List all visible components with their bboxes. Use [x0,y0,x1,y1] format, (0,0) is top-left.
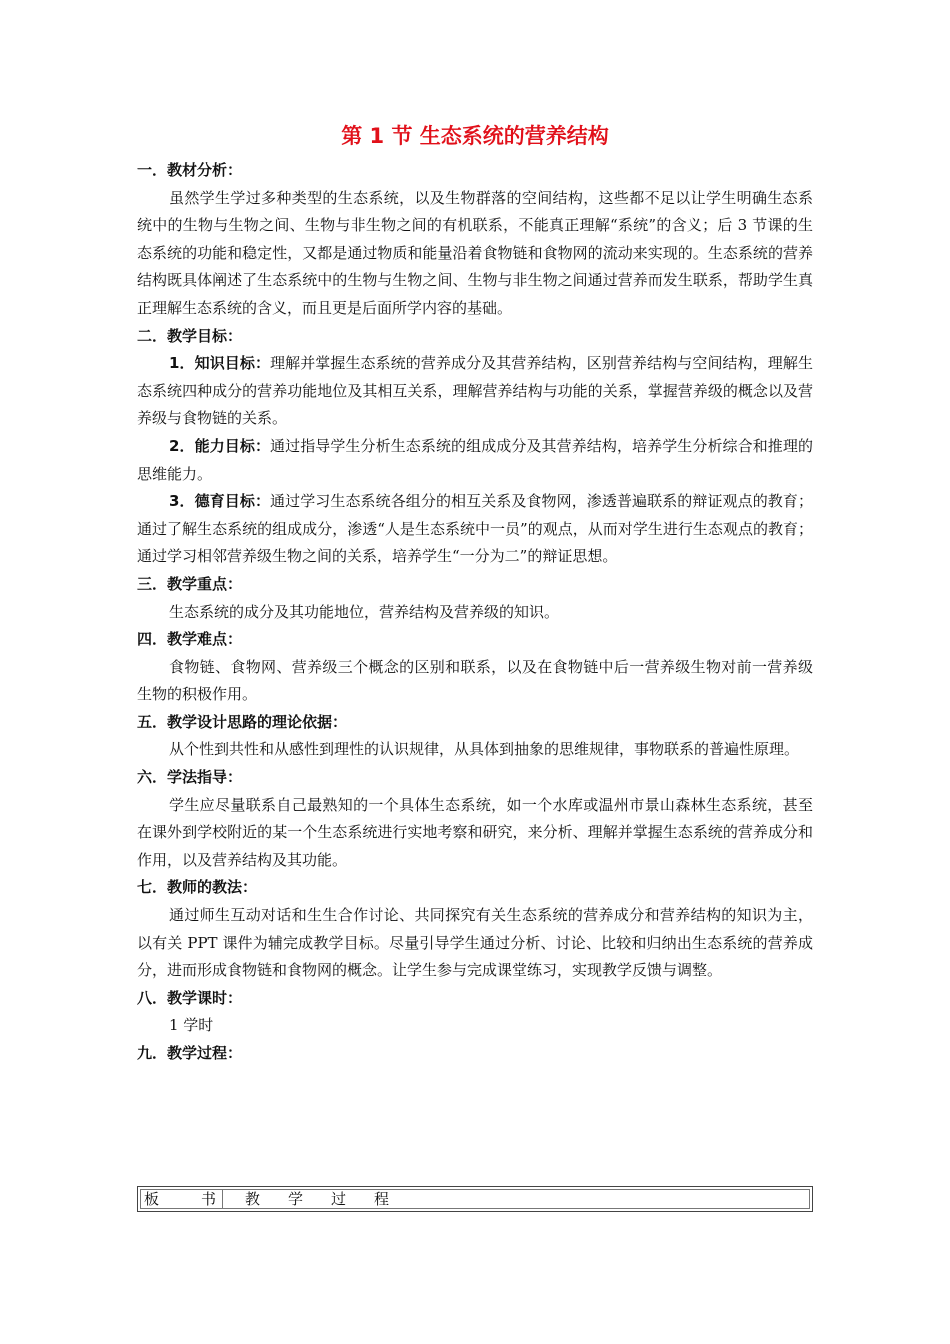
objective-text: 理解并掌握生态系统的营养成分及其营养结构，区别营养结构与空间结构，理解生态系统四种成分的营养功能地位及其相互关系，理解营养结构与功能的关系，掌握营养级的概念以及营养级与食物链的关系。 [137,354,813,428]
section-heading: 六．学法指导： [137,768,243,787]
document-title: 第 1 节 生态系统的营养结构 [341,124,609,148]
table-header-row [140,1189,810,1209]
header-char: 过 [331,1190,347,1208]
objective-text: 通过指导学生分析生态系统的组成成分及其营养结构，培养学生分析综合和推理的思维能力。 [137,436,813,483]
teaching-process-table [137,1186,813,1212]
section-paragraph: 1 学时 [169,1016,214,1035]
board-column-header [141,1190,223,1208]
objective-lead: 3．德育目标： [169,492,271,511]
objective-item [137,350,813,433]
document-body [137,157,813,1068]
section-paragraph: 生态系统的成分及其功能地位，营养结构及营养级的知识。 [169,602,560,621]
objective-item [137,488,813,571]
section-heading: 二．教学目标： [137,326,243,345]
objective-item [137,433,813,488]
objective-text: 通过学习生态系统各组分的相互关系及食物网，渗透普遍联系的辩证观点的教育；通过了解生态系统的组成成分，渗透“人是生态系统中一员”的观点，从而对学生进行生态观点的教育；通过学习相邻营养级生物之间的关系，培养学生“一分为二”的辩证思想。 [137,492,813,566]
section-heading: 八．教学课时： [137,988,243,1007]
section-heading: 七．教师的教法： [137,878,258,897]
header-char: 程 [374,1190,390,1208]
process-column-header [223,1190,809,1208]
section-heading: 一．教材分析： [137,161,243,179]
section-paragraph: 虽然学生学过多种类型的生态系统，以及生物群落的空间结构，这些都不足以让学生明确生态系统中的生物与生物之间、生物与非生物之间的有机联系，不能真正理解“系统”的含义；后 3 节课的生态系统的功能和稳定性，又都是通过物质和能量沿着食物链和食物网的流动来实现的。生态系统的营养结构既具体阐述了生态系统中的生物与生物之间、生物与非生物之间通过营养而发生联系，帮助学生真正理解生态系统的含义，而且更是后面所学内容的基础。 [137,188,813,317]
section-paragraph: 从个性到共性和从感性到理性的认识规律，从具体到抽象的思维规律，事物联系的普遍性原理。 [169,740,800,759]
section-paragraph: 通过师生互动对话和生生合作讨论、共同探究有关生态系统的营养成分和营养结构的知识为主，以有关 PPT 课件为辅完成教学目标。尽量引导学生通过分析、讨论、比较和归纳出生态系统的营养成分，进而形成食物链和食物网的概念。让学生参与完成课堂练习，实现教学反馈与调整。 [137,906,813,980]
header-char: 板 [144,1190,160,1208]
section-heading: 三．教学重点： [137,574,243,593]
section-paragraph: 食物链、食物网、营养级三个概念的区别和联系，以及在食物链中后一营养级生物对前一营养级生物的积极作用。 [137,657,813,704]
section-heading: 五．教学设计思路的理论依据： [137,712,348,731]
header-char: 书 [200,1190,216,1208]
section-paragraph: 学生应尽量联系自己最熟知的一个具体生态系统，如一个水库或温州市景山森林生态系统，甚至在课外到学校附近的某一个生态系统进行实地考察和研究，来分析、理解并掌握生态系统的营养成分和作用，以及营养结构及其功能。 [137,795,813,869]
header-char: 教 [245,1190,261,1208]
section-heading: 四．教学难点： [137,630,243,649]
header-char: 学 [288,1190,304,1208]
objective-lead: 1．知识目标： [169,354,271,373]
objective-lead: 2．能力目标： [169,436,271,455]
section-heading: 九．教学过程： [137,1044,243,1062]
